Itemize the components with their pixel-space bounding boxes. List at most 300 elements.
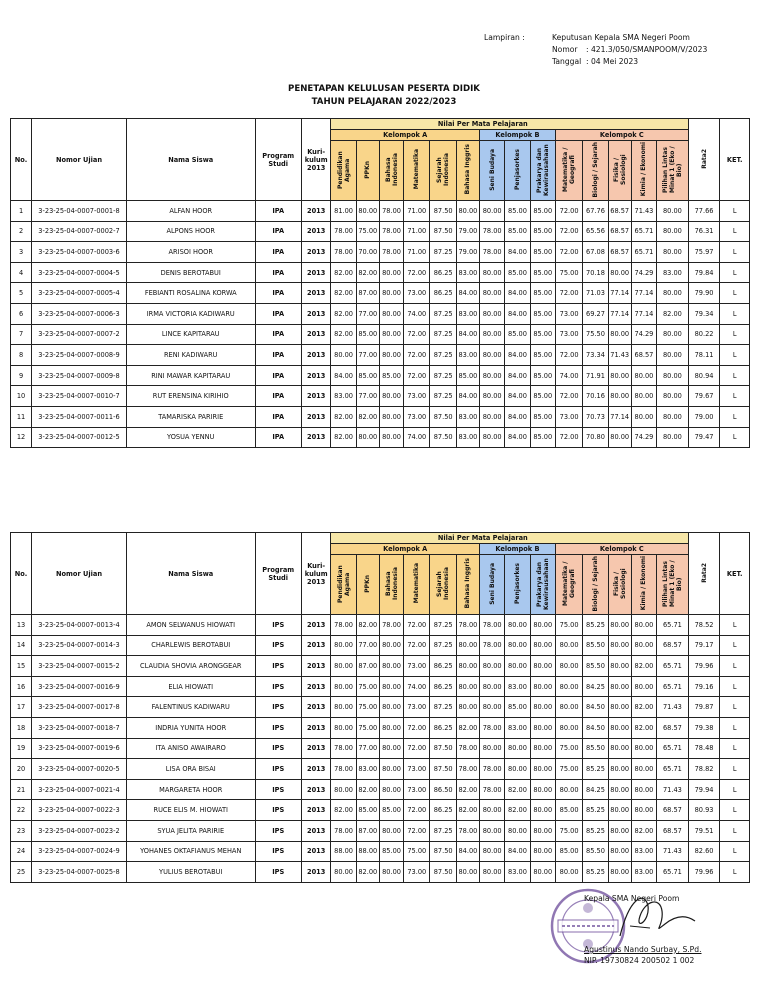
table-cell: MARGARETA HOOR bbox=[126, 779, 255, 800]
table-cell: 2013 bbox=[301, 656, 331, 677]
table-cell: 2013 bbox=[301, 717, 331, 738]
table-cell: 84.00 bbox=[331, 365, 356, 386]
header-nomor-ujian: Nomor Ujian bbox=[32, 533, 127, 615]
table-cell: 78.00 bbox=[456, 820, 479, 841]
header-nilai-per-mata-pelajaran: Nilai Per Mata Pelajaran bbox=[331, 533, 688, 544]
table-cell: 78.52 bbox=[688, 615, 720, 636]
header-program-studi: Program Studi bbox=[255, 533, 301, 615]
table-cell: 83.00 bbox=[505, 676, 530, 697]
table-cell: 85.00 bbox=[379, 365, 403, 386]
table-cell: 71.03 bbox=[583, 283, 608, 304]
table-cell: 3-23-25-04-0007-0008-9 bbox=[32, 345, 127, 366]
header-subject: Matematika / Geografi bbox=[555, 141, 582, 201]
table-cell: 80.00 bbox=[379, 697, 403, 718]
table-cell: 82.00 bbox=[331, 800, 356, 821]
grades-table-ipa bbox=[10, 118, 750, 448]
header-program-studi: Program Studi bbox=[255, 119, 301, 201]
table-cell: 82.00 bbox=[331, 303, 356, 324]
table-cell: 77.00 bbox=[356, 635, 379, 656]
table-cell: 84.00 bbox=[456, 283, 479, 304]
table-cell: 3-23-25-04-0007-0022-3 bbox=[32, 800, 127, 821]
header-subject: Prakarya dan Kewirausahaan bbox=[530, 141, 555, 201]
table-cell: 80.00 bbox=[379, 262, 403, 283]
table-cell: 80.00 bbox=[356, 427, 379, 448]
table-cell: 85.25 bbox=[583, 820, 608, 841]
table-cell: 9 bbox=[11, 365, 32, 386]
table-cell: 88.00 bbox=[331, 841, 356, 862]
table-cell: 72.00 bbox=[555, 283, 582, 304]
table-cell: CLAUDIA SHOVIA ARONGGEAR bbox=[126, 656, 255, 677]
table-cell: 80.00 bbox=[555, 717, 582, 738]
table-cell: 79.51 bbox=[688, 820, 720, 841]
table-cell: 72.00 bbox=[404, 738, 430, 759]
table-cell: 85.50 bbox=[583, 841, 608, 862]
table-cell: 80.00 bbox=[480, 365, 505, 386]
table-cell: 2013 bbox=[301, 676, 331, 697]
table-cell: 17 bbox=[11, 697, 32, 718]
table-cell: 80.00 bbox=[456, 635, 479, 656]
table-cell: 23 bbox=[11, 820, 32, 841]
table-cell: 80.00 bbox=[505, 738, 530, 759]
table-cell: 80.94 bbox=[688, 365, 720, 386]
header-subject: Pendidikan Agama bbox=[331, 141, 356, 201]
table-cell: 3-23-25-04-0007-0024-9 bbox=[32, 841, 127, 862]
table-cell: 80.00 bbox=[657, 324, 689, 345]
table-cell: 87.25 bbox=[430, 635, 456, 656]
table-cell: 80.00 bbox=[379, 427, 403, 448]
table-cell: L bbox=[720, 779, 750, 800]
table-cell: 74.29 bbox=[631, 427, 656, 448]
table-cell: 85.25 bbox=[583, 759, 608, 780]
table-cell: 80.00 bbox=[608, 365, 631, 386]
table-cell: 87.50 bbox=[430, 406, 456, 427]
table-cell: 2013 bbox=[301, 201, 331, 222]
header-ket: KET. bbox=[720, 533, 750, 615]
table-cell: 78.00 bbox=[331, 221, 356, 242]
table-cell: 78.00 bbox=[480, 635, 505, 656]
table-cell: 80.00 bbox=[480, 862, 505, 883]
table-cell: 80.00 bbox=[608, 800, 631, 821]
table-cell: 86.25 bbox=[430, 283, 456, 304]
table-cell: 80.00 bbox=[379, 635, 403, 656]
table-cell: 82.00 bbox=[657, 303, 689, 324]
table-cell: 68.57 bbox=[657, 717, 689, 738]
title-line-2: TAHUN PELAJARAN 2022/2023 bbox=[311, 97, 457, 107]
table-cell: 81.00 bbox=[331, 201, 356, 222]
header-rata2: Rata2 bbox=[688, 119, 720, 201]
table-cell: 87.50 bbox=[430, 221, 456, 242]
signature-block bbox=[584, 893, 702, 966]
table-cell: 2013 bbox=[301, 406, 331, 427]
table-cell: ELIA HIOWATI bbox=[126, 676, 255, 697]
header-kelompok-c: Kelompok C bbox=[555, 130, 688, 141]
header-subject: Penjasorkes bbox=[505, 141, 530, 201]
header-rata2: Rata2 bbox=[688, 533, 720, 615]
table-cell: 82.00 bbox=[356, 862, 379, 883]
table-cell: 74.29 bbox=[631, 262, 656, 283]
table-cell: 87.25 bbox=[430, 697, 456, 718]
table-cell: IPS bbox=[255, 738, 301, 759]
table-cell: 80.00 bbox=[530, 800, 555, 821]
table-cell: 80.00 bbox=[530, 738, 555, 759]
header-subject: Fisika / Sosiologi bbox=[608, 555, 631, 615]
table-cell: 80.00 bbox=[608, 717, 631, 738]
table-cell: 3-23-25-04-0007-0015-2 bbox=[32, 656, 127, 677]
table-cell: IPA bbox=[255, 427, 301, 448]
table-cell: 82.60 bbox=[688, 841, 720, 862]
lampiran-block bbox=[484, 32, 707, 68]
table-cell: 73.00 bbox=[404, 697, 430, 718]
table-cell: 80.00 bbox=[480, 656, 505, 677]
table-cell: 77.66 bbox=[688, 201, 720, 222]
table-cell: 85.00 bbox=[530, 283, 555, 304]
table-cell: 85.00 bbox=[505, 201, 530, 222]
table-cell: 75.00 bbox=[555, 820, 582, 841]
table-cell: 87.50 bbox=[430, 427, 456, 448]
table-cell: 85.50 bbox=[583, 656, 608, 677]
table-cell: 87.25 bbox=[430, 242, 456, 263]
table-cell: 7 bbox=[11, 324, 32, 345]
table-cell: FEBIANTI ROSALINA KORWA bbox=[126, 283, 255, 304]
table-cell: 24 bbox=[11, 841, 32, 862]
table-cell: 73.00 bbox=[404, 779, 430, 800]
table-cell: 3-23-25-04-0007-0016-9 bbox=[32, 676, 127, 697]
table-cell: 82.00 bbox=[456, 717, 479, 738]
table-cell: 85.00 bbox=[530, 386, 555, 407]
table-cell: 75.00 bbox=[356, 717, 379, 738]
table-cell: L bbox=[720, 738, 750, 759]
table-cell: 85.00 bbox=[379, 800, 403, 821]
lampiran-label: Lampiran : bbox=[484, 33, 525, 42]
table-cell: 80.00 bbox=[379, 820, 403, 841]
table-cell: 78.00 bbox=[331, 615, 356, 636]
table-cell: 84.25 bbox=[583, 676, 608, 697]
table-cell: 3-23-25-04-0007-0009-8 bbox=[32, 365, 127, 386]
table-cell: IPS bbox=[255, 779, 301, 800]
table-cell: 65.71 bbox=[657, 759, 689, 780]
table-cell: 67.76 bbox=[583, 201, 608, 222]
table-cell: 79.34 bbox=[688, 303, 720, 324]
table-cell: 2013 bbox=[301, 262, 331, 283]
table-cell: 80.00 bbox=[331, 697, 356, 718]
header-subject: Bahasa Inggris bbox=[456, 555, 479, 615]
table-cell: 82.00 bbox=[631, 717, 656, 738]
table-cell: LINCE KAPITARAU bbox=[126, 324, 255, 345]
table-cell: 80.00 bbox=[480, 676, 505, 697]
header-nomor-ujian: Nomor Ujian bbox=[32, 119, 127, 201]
table-cell: 70.16 bbox=[583, 386, 608, 407]
table-cell: 80.00 bbox=[505, 635, 530, 656]
table-cell: L bbox=[720, 717, 750, 738]
table-cell: 3-23-25-04-0007-0006-3 bbox=[32, 303, 127, 324]
table-cell: 71.43 bbox=[608, 345, 631, 366]
header-subject: Matematika bbox=[404, 555, 430, 615]
table-row bbox=[11, 820, 750, 841]
table-cell: L bbox=[720, 221, 750, 242]
table-cell: 3-23-25-04-0007-0023-2 bbox=[32, 820, 127, 841]
table-cell: 83.00 bbox=[505, 862, 530, 883]
table-cell: 85.00 bbox=[555, 800, 582, 821]
table-cell: 80.00 bbox=[608, 697, 631, 718]
table-cell: 80.00 bbox=[608, 615, 631, 636]
table-cell: 80.00 bbox=[379, 862, 403, 883]
table-cell: 85.00 bbox=[530, 262, 555, 283]
table-cell: 87.00 bbox=[356, 820, 379, 841]
kepala-nip: NIP. 19730824 200502 1 002 bbox=[584, 956, 695, 965]
table-cell: 2013 bbox=[301, 283, 331, 304]
table-cell: 83.00 bbox=[657, 262, 689, 283]
table-cell: 80.00 bbox=[631, 676, 656, 697]
table-cell: 80.00 bbox=[608, 656, 631, 677]
table-cell: 80.00 bbox=[379, 676, 403, 697]
table-cell: L bbox=[720, 303, 750, 324]
table-cell: 10 bbox=[11, 386, 32, 407]
table-row bbox=[11, 717, 750, 738]
table-cell: ARISOI HOOR bbox=[126, 242, 255, 263]
table-cell: 79.17 bbox=[688, 635, 720, 656]
table-cell: 78.48 bbox=[688, 738, 720, 759]
table-cell: 87.25 bbox=[430, 365, 456, 386]
table-cell: YULIUS BEROTABUI bbox=[126, 862, 255, 883]
table-cell: L bbox=[720, 800, 750, 821]
table-cell: 80.00 bbox=[631, 635, 656, 656]
table-cell: 80.00 bbox=[657, 201, 689, 222]
table-cell: 2013 bbox=[301, 221, 331, 242]
table-cell: 82.00 bbox=[505, 779, 530, 800]
table-cell: 80.00 bbox=[657, 427, 689, 448]
table-cell: 80.00 bbox=[555, 635, 582, 656]
table-cell: 80.00 bbox=[480, 303, 505, 324]
table-cell: 72.00 bbox=[404, 365, 430, 386]
table-cell: 3-23-25-04-0007-0010-7 bbox=[32, 386, 127, 407]
table-cell: 80.00 bbox=[657, 406, 689, 427]
table-cell: IPA bbox=[255, 345, 301, 366]
table-cell: 72.00 bbox=[404, 717, 430, 738]
table-cell: 65.56 bbox=[583, 221, 608, 242]
table-cell: 2 bbox=[11, 221, 32, 242]
table-cell: 80.00 bbox=[379, 406, 403, 427]
table-cell: 85.00 bbox=[530, 221, 555, 242]
table-cell: 80.00 bbox=[608, 759, 631, 780]
table-cell: 84.00 bbox=[505, 345, 530, 366]
table-row bbox=[11, 283, 750, 304]
table-cell: 86.25 bbox=[430, 800, 456, 821]
table-cell: 83.00 bbox=[505, 717, 530, 738]
table-cell: 71.43 bbox=[657, 779, 689, 800]
table-cell: 78.00 bbox=[480, 759, 505, 780]
table-cell: 78.00 bbox=[379, 242, 403, 263]
table-cell: 85.50 bbox=[583, 738, 608, 759]
table-cell: 85.25 bbox=[583, 800, 608, 821]
table-cell: 79.96 bbox=[688, 862, 720, 883]
table-cell: 82.00 bbox=[331, 427, 356, 448]
table-cell: 74.00 bbox=[404, 676, 430, 697]
table-cell: 78.00 bbox=[480, 717, 505, 738]
table-cell: FALENTINUS KADIWARU bbox=[126, 697, 255, 718]
table-cell: 87.25 bbox=[430, 324, 456, 345]
table-cell: 73.00 bbox=[404, 283, 430, 304]
table-row bbox=[11, 841, 750, 862]
table-cell: IPA bbox=[255, 406, 301, 427]
table-cell: 3-23-25-04-0007-0021-4 bbox=[32, 779, 127, 800]
table-cell: 80.00 bbox=[505, 615, 530, 636]
table-cell: 84.50 bbox=[583, 717, 608, 738]
table-cell: 78.00 bbox=[480, 779, 505, 800]
table-cell: 80.00 bbox=[331, 862, 356, 883]
table-cell: 80.00 bbox=[608, 862, 631, 883]
table-cell: 71.43 bbox=[657, 841, 689, 862]
table-cell: 85.00 bbox=[530, 303, 555, 324]
header-kurikulum: Kuri- kulum 2013 bbox=[301, 119, 331, 201]
table-cell: 84.50 bbox=[583, 697, 608, 718]
table-cell: 84.25 bbox=[583, 779, 608, 800]
table-cell: 82.00 bbox=[631, 656, 656, 677]
table-cell: 80.00 bbox=[379, 717, 403, 738]
table-cell: 78.00 bbox=[331, 820, 356, 841]
header-kelompok-b: Kelompok B bbox=[480, 130, 556, 141]
table-cell: 2013 bbox=[301, 841, 331, 862]
table-cell: 80.00 bbox=[480, 800, 505, 821]
table-cell: 72.00 bbox=[555, 201, 582, 222]
table-cell: 80.93 bbox=[688, 800, 720, 821]
table-cell: L bbox=[720, 615, 750, 636]
table-cell: 75.00 bbox=[555, 615, 582, 636]
table-cell: 86.25 bbox=[430, 262, 456, 283]
table-cell: 80.00 bbox=[379, 738, 403, 759]
table-cell: 79.16 bbox=[688, 676, 720, 697]
table-cell: 82.00 bbox=[356, 262, 379, 283]
header-subject: Matematika bbox=[404, 141, 430, 201]
table-cell: 80.00 bbox=[480, 345, 505, 366]
table-cell: YOHANES OKTAFIANUS MEHAN bbox=[126, 841, 255, 862]
header-ket: KET. bbox=[720, 119, 750, 201]
table-cell: 80.00 bbox=[530, 697, 555, 718]
table-cell: 80.00 bbox=[608, 841, 631, 862]
table-cell: 3-23-25-04-0007-0025-8 bbox=[32, 862, 127, 883]
table-cell: INDRIA YUNITA HOOR bbox=[126, 717, 255, 738]
table-cell: L bbox=[720, 862, 750, 883]
table-cell: DENIS BEROTABUI bbox=[126, 262, 255, 283]
table-cell: YOSUA YENNU bbox=[126, 427, 255, 448]
table-cell: 80.00 bbox=[505, 656, 530, 677]
table-cell: 72.00 bbox=[555, 242, 582, 263]
table-cell: 72.00 bbox=[404, 345, 430, 366]
table-cell: 2013 bbox=[301, 303, 331, 324]
table-cell: 83.00 bbox=[631, 862, 656, 883]
table-cell: IPS bbox=[255, 862, 301, 883]
table-cell: 65.71 bbox=[657, 656, 689, 677]
table-cell: L bbox=[720, 820, 750, 841]
table-cell: IPS bbox=[255, 697, 301, 718]
table-cell: 68.57 bbox=[608, 242, 631, 263]
header-subject: PPKn bbox=[356, 555, 379, 615]
table-cell: 80.00 bbox=[608, 386, 631, 407]
table-cell: 72.00 bbox=[404, 324, 430, 345]
table-cell: 80.00 bbox=[657, 283, 689, 304]
table-cell: 80.00 bbox=[480, 201, 505, 222]
table-cell: 2013 bbox=[301, 386, 331, 407]
table-cell: 80.00 bbox=[555, 862, 582, 883]
table-row bbox=[11, 345, 750, 366]
table-cell: 82.00 bbox=[456, 779, 479, 800]
table-cell: 79.90 bbox=[688, 283, 720, 304]
table-cell: 80.00 bbox=[480, 427, 505, 448]
table-cell: 70.00 bbox=[356, 242, 379, 263]
table-cell: 83.00 bbox=[331, 386, 356, 407]
table-cell: IPS bbox=[255, 635, 301, 656]
table-row bbox=[11, 676, 750, 697]
table-cell: 84.00 bbox=[505, 386, 530, 407]
table-cell: 75.00 bbox=[356, 676, 379, 697]
table-cell: 85.50 bbox=[583, 635, 608, 656]
table-cell: L bbox=[720, 697, 750, 718]
table-cell: 84.00 bbox=[505, 406, 530, 427]
table-cell: 77.00 bbox=[356, 345, 379, 366]
table-cell: 78.00 bbox=[480, 221, 505, 242]
table-cell: 80.00 bbox=[608, 779, 631, 800]
table-cell: IPA bbox=[255, 242, 301, 263]
table-cell: 80.00 bbox=[608, 427, 631, 448]
table-cell: 19 bbox=[11, 738, 32, 759]
table-cell: 80.00 bbox=[331, 345, 356, 366]
table-cell: 65.71 bbox=[657, 862, 689, 883]
table-cell: L bbox=[720, 759, 750, 780]
table-cell: 87.25 bbox=[430, 615, 456, 636]
table-cell: 86.50 bbox=[430, 779, 456, 800]
table-cell: 87.50 bbox=[430, 201, 456, 222]
table-cell: 83.00 bbox=[456, 406, 479, 427]
table-cell: 80.00 bbox=[657, 221, 689, 242]
table-cell: SYUA JELITA PARIRIE bbox=[126, 820, 255, 841]
table-cell: 80.00 bbox=[456, 656, 479, 677]
table-cell: CHARLEWIS BEROTABUI bbox=[126, 635, 255, 656]
table-cell: 3-23-25-04-0007-0012-5 bbox=[32, 427, 127, 448]
table-cell: 80.00 bbox=[331, 779, 356, 800]
table-cell: 65.71 bbox=[631, 221, 656, 242]
table-cell: 86.25 bbox=[430, 676, 456, 697]
table-cell: 80.00 bbox=[555, 697, 582, 718]
table-cell: 2013 bbox=[301, 738, 331, 759]
table-cell: 2013 bbox=[301, 820, 331, 841]
table-cell: 15 bbox=[11, 656, 32, 677]
table-cell: 80.00 bbox=[631, 738, 656, 759]
table-cell: L bbox=[720, 242, 750, 263]
table-cell: 87.50 bbox=[430, 759, 456, 780]
table-cell: ALFAN HOOR bbox=[126, 201, 255, 222]
table-cell: 87.25 bbox=[430, 345, 456, 366]
table-cell: 78.00 bbox=[379, 221, 403, 242]
table-cell: 83.00 bbox=[456, 303, 479, 324]
table-cell: 75.50 bbox=[583, 324, 608, 345]
table-cell: 2013 bbox=[301, 779, 331, 800]
table-cell: 85.00 bbox=[530, 365, 555, 386]
table-cell: 72.00 bbox=[404, 800, 430, 821]
table-cell: 3-23-25-04-0007-0013-4 bbox=[32, 615, 127, 636]
table-cell: L bbox=[720, 676, 750, 697]
table-cell: 80.00 bbox=[331, 635, 356, 656]
document-title bbox=[0, 83, 768, 109]
table-cell: TAMARISKA PARIRIE bbox=[126, 406, 255, 427]
table-cell: 2013 bbox=[301, 427, 331, 448]
table-cell: 75.00 bbox=[356, 221, 379, 242]
table-cell: 1 bbox=[11, 201, 32, 222]
table-cell: 72.00 bbox=[555, 386, 582, 407]
table-cell: 80.00 bbox=[631, 386, 656, 407]
table-cell: 68.57 bbox=[631, 345, 656, 366]
table-cell: 85.00 bbox=[530, 406, 555, 427]
table-cell: IPS bbox=[255, 800, 301, 821]
table-cell: L bbox=[720, 386, 750, 407]
